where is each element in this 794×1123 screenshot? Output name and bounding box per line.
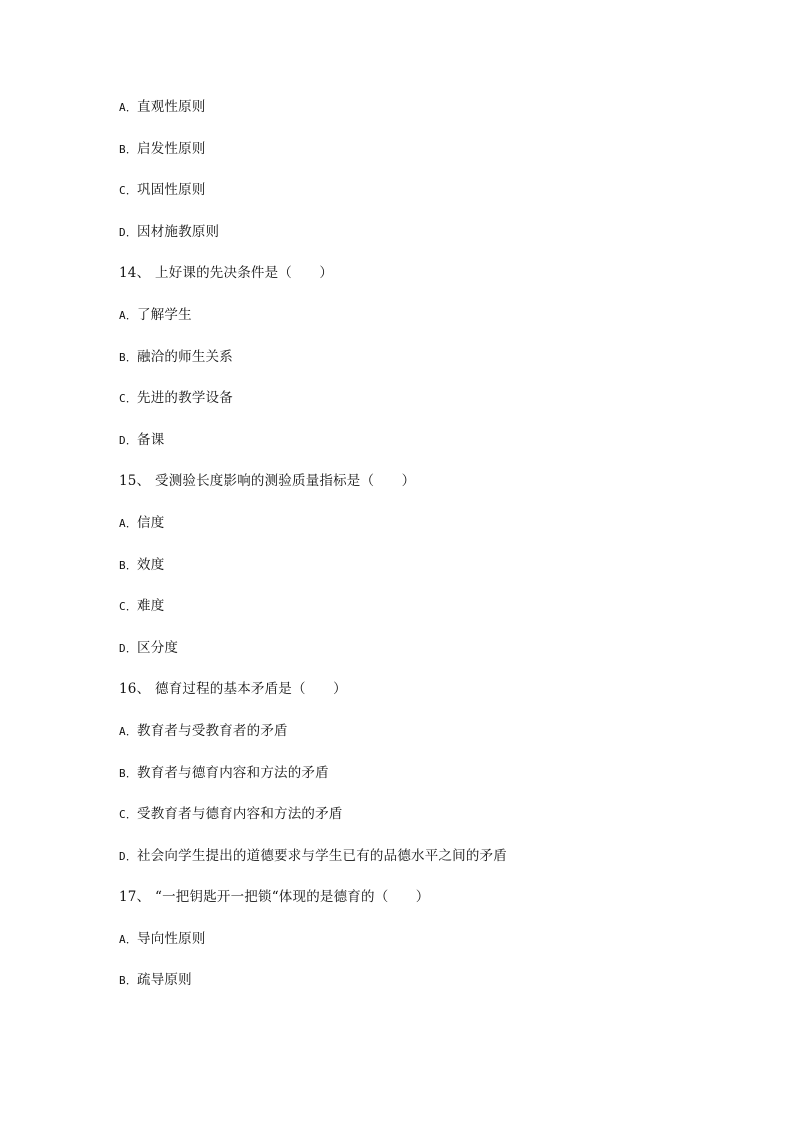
option-line bbox=[119, 595, 739, 637]
option-letter: D． bbox=[119, 433, 138, 447]
option-letter: A． bbox=[119, 308, 138, 322]
option-letter: C． bbox=[119, 184, 138, 198]
option-text: 教育者与德育内容和方法的矛盾 bbox=[137, 764, 329, 781]
option-line bbox=[119, 762, 739, 804]
question-number: 14、 bbox=[119, 265, 151, 282]
question-text: “一把钥匙开一把锁“体现的是德育的（ ） bbox=[155, 889, 430, 906]
option-text: 因材施教原则 bbox=[137, 223, 220, 240]
option-letter: C． bbox=[119, 808, 138, 822]
option-letter: B． bbox=[119, 766, 138, 780]
option-line bbox=[119, 387, 739, 429]
option-line bbox=[119, 221, 739, 263]
option-letter: C． bbox=[119, 600, 138, 614]
option-text: 效度 bbox=[137, 556, 165, 573]
option-text: 区分度 bbox=[137, 639, 179, 656]
option-text: 启发性原则 bbox=[137, 140, 206, 157]
option-text: 备课 bbox=[137, 431, 165, 448]
question-number: 17、 bbox=[119, 889, 151, 906]
option-text: 融洽的师生关系 bbox=[137, 348, 233, 365]
option-letter: A． bbox=[119, 724, 138, 738]
option-line bbox=[119, 845, 739, 887]
question-text: 受测验长度影响的测验质量指标是（ ） bbox=[155, 473, 416, 490]
option-text: 导向性原则 bbox=[137, 930, 206, 947]
option-text: 社会向学生提出的道德要求与学生已有的品德水平之间的矛盾 bbox=[137, 847, 507, 864]
option-line bbox=[119, 346, 739, 388]
option-text: 先进的教学设备 bbox=[137, 390, 233, 407]
option-line bbox=[119, 138, 739, 180]
option-text: 了解学生 bbox=[137, 306, 192, 323]
option-line bbox=[119, 429, 739, 471]
option-letter: D． bbox=[119, 849, 138, 863]
question-line bbox=[119, 886, 739, 928]
option-text: 巩固性原则 bbox=[137, 182, 206, 199]
option-line bbox=[119, 637, 739, 679]
option-letter: B． bbox=[119, 974, 138, 988]
option-text: 直观性原则 bbox=[137, 99, 206, 115]
option-line bbox=[119, 512, 739, 554]
option-line bbox=[119, 554, 739, 596]
option-letter: A． bbox=[119, 101, 138, 114]
option-letter: D． bbox=[119, 225, 138, 239]
option-letter: B． bbox=[119, 142, 138, 156]
question-text: 上好课的先决条件是（ ） bbox=[155, 265, 334, 282]
option-line bbox=[119, 96, 739, 138]
option-text: 教育者与受教育者的矛盾 bbox=[137, 722, 288, 739]
option-line bbox=[119, 720, 739, 762]
option-line bbox=[119, 969, 739, 1011]
option-line bbox=[119, 179, 739, 221]
question-number: 15、 bbox=[119, 473, 151, 490]
option-text: 受教育者与德育内容和方法的矛盾 bbox=[137, 806, 343, 823]
option-letter: A． bbox=[119, 932, 138, 946]
option-letter: C． bbox=[119, 392, 138, 406]
question-text: 德育过程的基本矛盾是（ ） bbox=[155, 681, 347, 698]
option-letter: D． bbox=[119, 641, 138, 655]
option-letter: A． bbox=[119, 516, 138, 530]
question-line bbox=[119, 678, 739, 720]
option-line bbox=[119, 803, 739, 845]
option-letter: B． bbox=[119, 558, 138, 572]
option-line bbox=[119, 304, 739, 346]
document-content bbox=[119, 96, 739, 1011]
question-line bbox=[119, 262, 739, 304]
option-text: 信度 bbox=[137, 514, 165, 531]
option-letter: B． bbox=[119, 350, 138, 364]
question-line bbox=[119, 470, 739, 512]
option-text: 疏导原则 bbox=[137, 972, 192, 989]
option-line bbox=[119, 928, 739, 970]
question-number: 16、 bbox=[119, 681, 151, 698]
option-text: 难度 bbox=[137, 598, 165, 615]
